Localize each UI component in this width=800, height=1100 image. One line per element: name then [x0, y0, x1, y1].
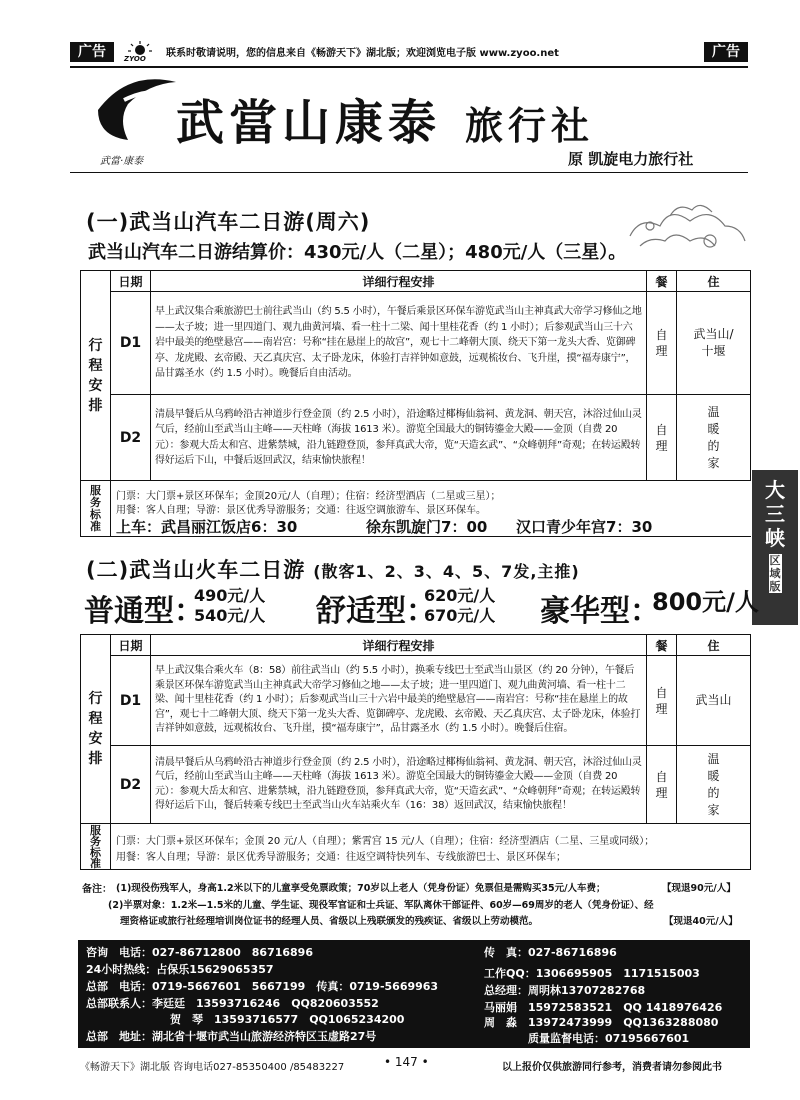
tour2-luxury-price: 800元/人 [652, 588, 759, 616]
tour1-departure-3: 汉口青少年宫7：30 [516, 518, 653, 536]
tour2-d1-meal [647, 656, 677, 746]
tour1-itinerary-label [81, 271, 111, 481]
tour2-type-standard: 普通型： [84, 594, 204, 629]
tour1-d1-text: 早上武汉集合乘旅游巴士前往武当山（约 5.5 小时），午餐后乘景区环保车游览武当山主神真武大帝学习修仙之地——太子坡；进一里四道门、观九曲黄河墙、看一柱十二梁、闻十里桂花香（约 1 小时）；后参观武当山三十六岩中最美的绝壁悬宫——南岩宫：号称“挂在悬崖上的故宫”，观七十二峰朝大顶、绕天下第一龙头大香、览御碑亭、龙虎殿、玄帝殿、天乙真庆宫、太子卧龙床，体验打吉祥钟如意鼓，远观梳妆台、飞升崖，摸“福寿康宁”，品甘露圣水（约 1.5 小时）。晚餐后自由活动。 [151, 292, 647, 395]
tour1-title: (一)武当山汽车二日游(周六) [86, 210, 371, 234]
notes-label: 备注： [82, 884, 112, 895]
ad-tag-right: 广告 [704, 42, 748, 62]
tour2-d2-meal [647, 746, 677, 824]
tour1-d1-meal [647, 292, 677, 395]
brand-name [176, 84, 594, 153]
brand-suffix: 旅行社 [465, 104, 595, 148]
tour2-d1-meal-text: 自理 [655, 685, 668, 716]
tour2-d2-day: D2 [111, 746, 151, 824]
tour2-d2-stay [677, 746, 751, 824]
logo-caption: 武當·康泰 [100, 156, 144, 167]
cloud-ornament [610, 186, 760, 266]
notes-line3-tag: 【现退40元/人】 [664, 916, 738, 927]
tour2-itinerary-label [81, 635, 111, 824]
tour2-d1-stay: 武当山 [677, 656, 751, 746]
tour2-d1-day: D1 [111, 656, 151, 746]
tour1-col-date: 日期 [111, 271, 151, 292]
tour1-d2-meal-text: 自理 [655, 422, 668, 453]
tour1-d1-meal-text: 自理 [655, 328, 668, 358]
tour2-d2-text: 清晨早餐后从乌鸦岭沿古神道步行登金顶（约 2.5 小时），沿途略过椰梅仙翁祠、黄龙洞、朝天宫，沐浴过仙山灵气后，经前山至武当山主峰——天柱峰（海拔 1613 米）。游览全国最大的铜铸鎏金大殿——金顶（自费 20 元）：参观大岳太和宫、进紫禁城，沿九链蹬登顶，参拜真武大帝，览“天造玄武”、“众峰朝拜”奇观；在转运殿转得好运后下山，餐后转乘专线巴士至武当山火车站乘火车（16：38）返回武汉，结束愉快旅程！ [151, 746, 647, 824]
contact-hq-person2: 贺 琴 13593716577 QQ1065234200 [170, 1013, 405, 1026]
ad-tag-left: 广告 [70, 42, 114, 62]
tour2-title-note: (散客1、2、3、4、5、7发,主推) [313, 562, 580, 581]
tour2-itinerary-label-text: 行程安排 [88, 691, 103, 767]
tour1-price-line: 武当山汽车二日游结算价：430元/人（二星）；480元/人（三星）。 [88, 242, 627, 263]
contact-hq-phone: 总部 电话：0719-5667601 5667199 传真：0719-5669963 [86, 980, 439, 993]
contact-general-manager: 总经理：周明林13707282768 [484, 984, 646, 997]
tour1-col-itinerary: 详细行程安排 [151, 271, 647, 292]
footer-right: 以上报价仅供旅游同行参考，消费者请勿参阅此书 [502, 1062, 722, 1073]
tour2-d2-stay-text: 温暖的家 [707, 751, 720, 817]
tour2-type-luxury: 豪华型： [540, 594, 660, 629]
tour2-col-meal: 餐 [647, 635, 677, 656]
tour1-departure-1: 上车：武昌丽江饭店6：30 [116, 518, 298, 536]
tour2-service-line1: 门票：大门票+景区环保车；金顶 20 元/人（自理）；紫霄宫 15 元/人（自理）；住宿：经济型酒店（二星、三星或同级）； [116, 836, 655, 847]
tour2-row-d2 [81, 746, 751, 824]
tour1-service-label-text: 服务标准 [90, 483, 101, 533]
contact-person-ma: 马丽娟 15972583521 QQ 1418976426 [484, 1001, 723, 1014]
tour1-row-d2 [81, 395, 751, 481]
zyoo-logo [118, 40, 162, 64]
contact-quality-phone: 质量监督电话：07195667601 [528, 1032, 690, 1045]
page-number: • 147 • [384, 1055, 429, 1069]
tour2-comfort-price1: 620元/人 [424, 586, 496, 605]
tour1-service-line1: 门票：大门票+景区环保车；金顶20元/人（自理）；住宿：经济型酒店（二星或三星）； [116, 491, 501, 502]
brand-subtitle: 原 凯旋电力旅行社 [568, 150, 694, 168]
tour1-departure-2: 徐东凯旋门7：00 [366, 518, 488, 536]
tour2-service-label [81, 824, 111, 870]
tour1-col-stay: 住 [677, 271, 751, 292]
tour2-standard-price1: 490元/人 [194, 586, 266, 605]
contact-hq-address: 总部 地址：湖北省十堰市武当山旅游经济特区玉虚路27号 [86, 1030, 377, 1043]
side-banner-small: 区域版 [769, 554, 781, 593]
tour2-title [86, 554, 580, 584]
tour1-d2-meal [647, 395, 677, 481]
tour1-d2-text: 清晨早餐后从乌鸦岭沿古神道步行登金顶（约 2.5 小时），沿途略过椰梅仙翁祠、黄龙洞、朝天宫，沐浴过仙山灵气后，经前山至武当山主峰——天柱峰（海拔 1613 米）。游览全国最大的铜铸鎏金大殿——金顶（自费 20 元）：参观大岳太和宫、进紫禁城，沿九链蹬登顶，参拜真武大帝，览“天造玄武”、“众峰朝拜”奇观；在转运殿转得好运后下山，中餐后返回武汉，结束愉快旅程！ [151, 395, 647, 481]
contact-consult-phone: 咨询 电话：027-86712800 86716896 [86, 946, 313, 959]
tour2-type-comfort: 舒适型： [316, 594, 436, 629]
tour1-d1-stay [677, 292, 751, 395]
tour1-itinerary-label-text: 行程安排 [88, 337, 103, 414]
side-banner-big: 大三峡 [765, 478, 785, 550]
tour1-d1-day: D1 [111, 292, 151, 395]
contact-fax: 传 真：027-86716896 [484, 946, 617, 959]
footer-left: 《畅游天下》湖北版 咨询电话027-85350400 /85483227 [80, 1062, 345, 1073]
tour2-d1-text: 早上武汉集合乘火车（8：58）前往武当山（约 5.5 小时），换乘专线巴士至武当山景区（约 20 分钟），午餐后乘景区环保车游览武当山主神真武大帝学习修仙之地——太子坡；进一里四道门、观九曲黄河墙、看一柱十二梁、闻十里桂花香（约 1 小时）；后参观武当山三十六岩中最美的绝壁悬宫——南岩宫：号称“挂在悬崖上的故宫”，观七十二峰朝大顶、绕天下第一龙头大香、览御碑亭、龙虎殿、玄帝殿、天乙真庆宫、太子卧龙床，体验打吉祥钟如意鼓，远观梳妆台、飞升崖，摸“福寿康宁”，品甘露圣水（约 1.5 小时）。晚餐后住宿。 [151, 656, 647, 746]
tour2-d2-meal-text: 自理 [655, 769, 668, 800]
tour2-standard-price2: 540元/人 [194, 606, 266, 625]
tour2-service-line2: 用餐：客人自理；导游：景区优秀导游服务；交通：往返空调特快列车、专线旅游巴士、景区环保车； [116, 852, 566, 863]
brand-logo [88, 70, 180, 156]
zyoo-logo-text: ZYOO [124, 55, 146, 63]
tour1-row-d1 [81, 292, 751, 395]
header-notice: 联系时敬请说明，您的信息来自《畅游天下》湖北版；欢迎浏览电子版 www.zyoo.net [166, 48, 559, 59]
brand-name-text: 武當山康泰 [176, 95, 442, 151]
tour1-service-label [81, 481, 111, 537]
tour2-col-itinerary: 详细行程安排 [151, 635, 647, 656]
notes-line2: (2)半票对象：1.2米—1.5米的儿童、学生证、现役军官证和士兵证、军队离休干部证件、60岁—69周岁的老人（凭身份证）、经 [108, 900, 654, 911]
header-rule [70, 66, 748, 68]
notes-line3: 理资格证或旅行社经理培训岗位证书的经理人员、省级以上残联颁发的残疾证、省级以上劳动模范。 [120, 916, 539, 927]
contact-work-qq: 工作QQ：1306695905 1171515003 [484, 967, 700, 980]
tour2-service-label-text: 服务标准 [90, 823, 101, 870]
tour2-row-d1 [81, 656, 751, 746]
brand-rule [70, 172, 748, 173]
contact-person-zhou: 周 淼 13972473999 QQ1363288080 [484, 1016, 719, 1029]
tour2-comfort-price2: 670元/人 [424, 606, 496, 625]
tour1-d2-stay [677, 395, 751, 481]
contact-hotline: 24小时热线：占保乐15629065357 [86, 963, 274, 976]
tour1-d1-stay-text: 武当山/十堰 [693, 327, 734, 358]
tour1-service-line2: 用餐：客人自理；导游：景区优秀导游服务；交通：往返空调旅游车、景区环保车。 [116, 505, 486, 516]
tour2-col-stay: 住 [677, 635, 751, 656]
tour1-d2-day: D2 [111, 395, 151, 481]
tour2-col-date: 日期 [111, 635, 151, 656]
side-banner [752, 470, 798, 625]
notes-line1-tag: 【现退90元/人】 [662, 883, 736, 894]
tour1-d2-stay-text: 温暖的家 [707, 404, 720, 470]
tour1-col-meal: 餐 [647, 271, 677, 292]
notes-line1: (1)现役伤残军人，身高1.2米以下的儿童享受免票政策；70岁以上老人（凭身份证）免票但是需购买35元/人车费； [116, 883, 606, 894]
tour2-title-text: (二)武当山火车二日游 [86, 558, 306, 582]
contact-hq-person1: 总部联系人：李廷廷 13593716246 QQ820603552 [86, 997, 379, 1010]
